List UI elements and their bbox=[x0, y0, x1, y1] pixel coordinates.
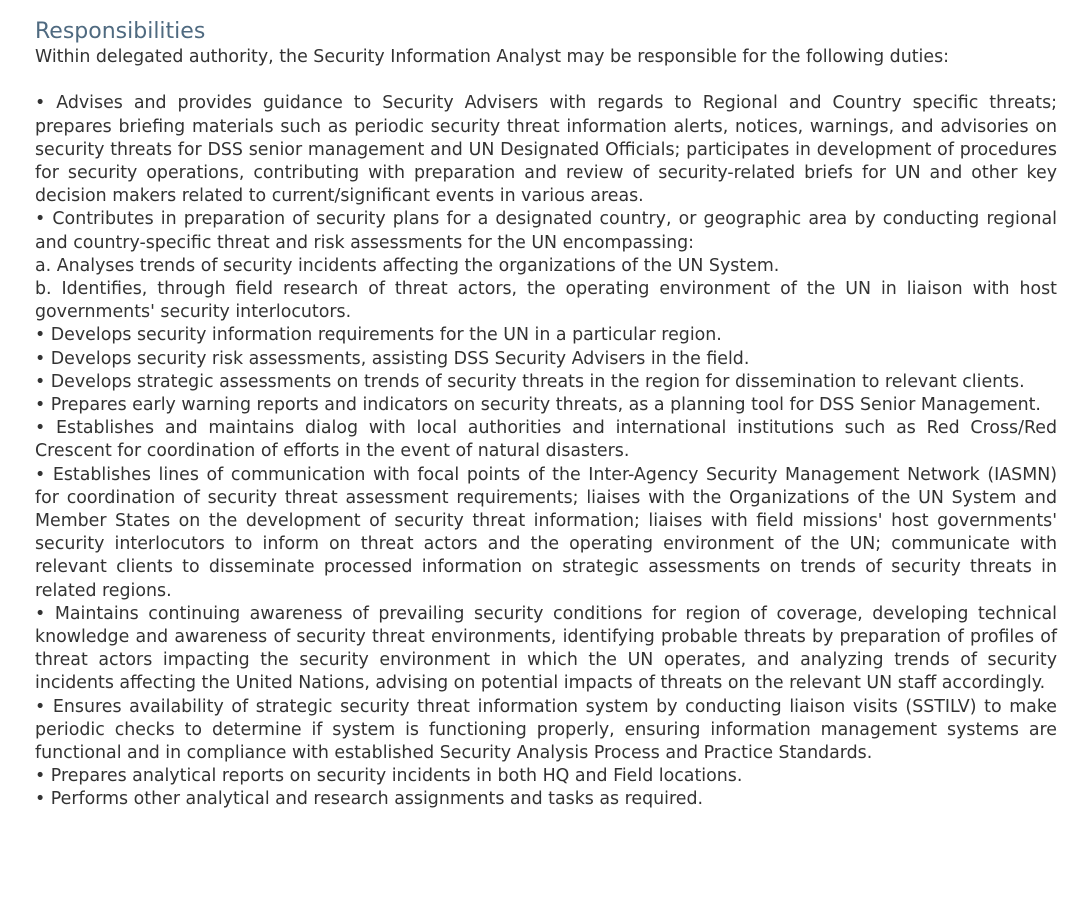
intro-text: Within delegated authority, the Security Information Analyst may be responsible for the following duties: bbox=[35, 47, 949, 67]
duties-list bbox=[35, 92, 1057, 811]
duty-subitem: a. Analyses trends of security incidents affecting the organizations of the UN System. bbox=[35, 255, 780, 276]
responsibilities-section bbox=[35, 18, 1057, 812]
duty-item: • Establishes lines of communication with focal points of the Inter-Agency Security Management Network (IASMN) for coordination of security threat assessment requirements; liaises with the Organizations of the UN System and Member States on the development of security threat information; liaises with field missions' host governments' security interlocutors to inform on threat actors and the operating environment of the UN; communicate with relevant clients to disseminate processed information on strategic assessments on trends of security threats in related regions. bbox=[35, 464, 1057, 601]
duty-item: • Develops strategic assessments on trends of security threats in the region for dissemination to relevant clients. bbox=[35, 371, 1025, 392]
duty-item: • Advises and provides guidance to Security Advisers with regards to Regional and Country specific threats; prepares briefing materials such as periodic security threat information alerts, notices, warnings, and advisories on security threats for DSS senior management and UN Designated Officials; participates in development of procedures for security operations, contributing with preparation and review of security-related briefs for UN and other key decision makers related to current/significant events in various areas. bbox=[35, 93, 1057, 207]
duty-subitem: b. Identifies, through field research of threat actors, the operating environment of the UN in liaison with host governments' security interlocutors. bbox=[35, 279, 1057, 323]
duty-item: • Develops security information requirements for the UN in a particular region. bbox=[35, 325, 722, 346]
duty-item: • Ensures availability of strategic security threat information system by conducting liaison visits (SSTILV) to make periodic checks to determine if system is functioning properly, ensuring information management systems are functional and in compliance with established Security Analysis Process and Practice Standards. bbox=[35, 696, 1057, 764]
duty-item: • Prepares analytical reports on security incidents in both HQ and Field locations. bbox=[35, 766, 743, 787]
duty-item: • Maintains continuing awareness of prevailing security conditions for region of coverage, developing technical knowledge and awareness of security threat environments, identifying probable threats by preparation of profiles of threat actors impacting the security environment in which the UN operates, and analyzing trends of security incidents affecting the United Nations, advising on potential impacts of threats on the relevant UN staff accordingly. bbox=[35, 603, 1057, 694]
section-title: Responsibilities bbox=[35, 19, 206, 44]
duty-item: • Develops security risk assessments, assisting DSS Security Advisers in the field. bbox=[35, 348, 750, 369]
duty-item: • Prepares early warning reports and indicators on security threats, as a planning tool for DSS Senior Management. bbox=[35, 395, 1041, 416]
duty-item: • Contributes in preparation of security plans for a designated country, or geographic area by conducting regional and country-specific threat and risk assessments for the UN encompassing: bbox=[35, 209, 1057, 253]
duty-item: • Performs other analytical and research assignments and tasks as required. bbox=[35, 789, 704, 810]
duty-item: • Establishes and maintains dialog with local authorities and international institutions such as Red Cross/Red Crescent for coordination of efforts in the event of natural disasters. bbox=[35, 418, 1057, 462]
